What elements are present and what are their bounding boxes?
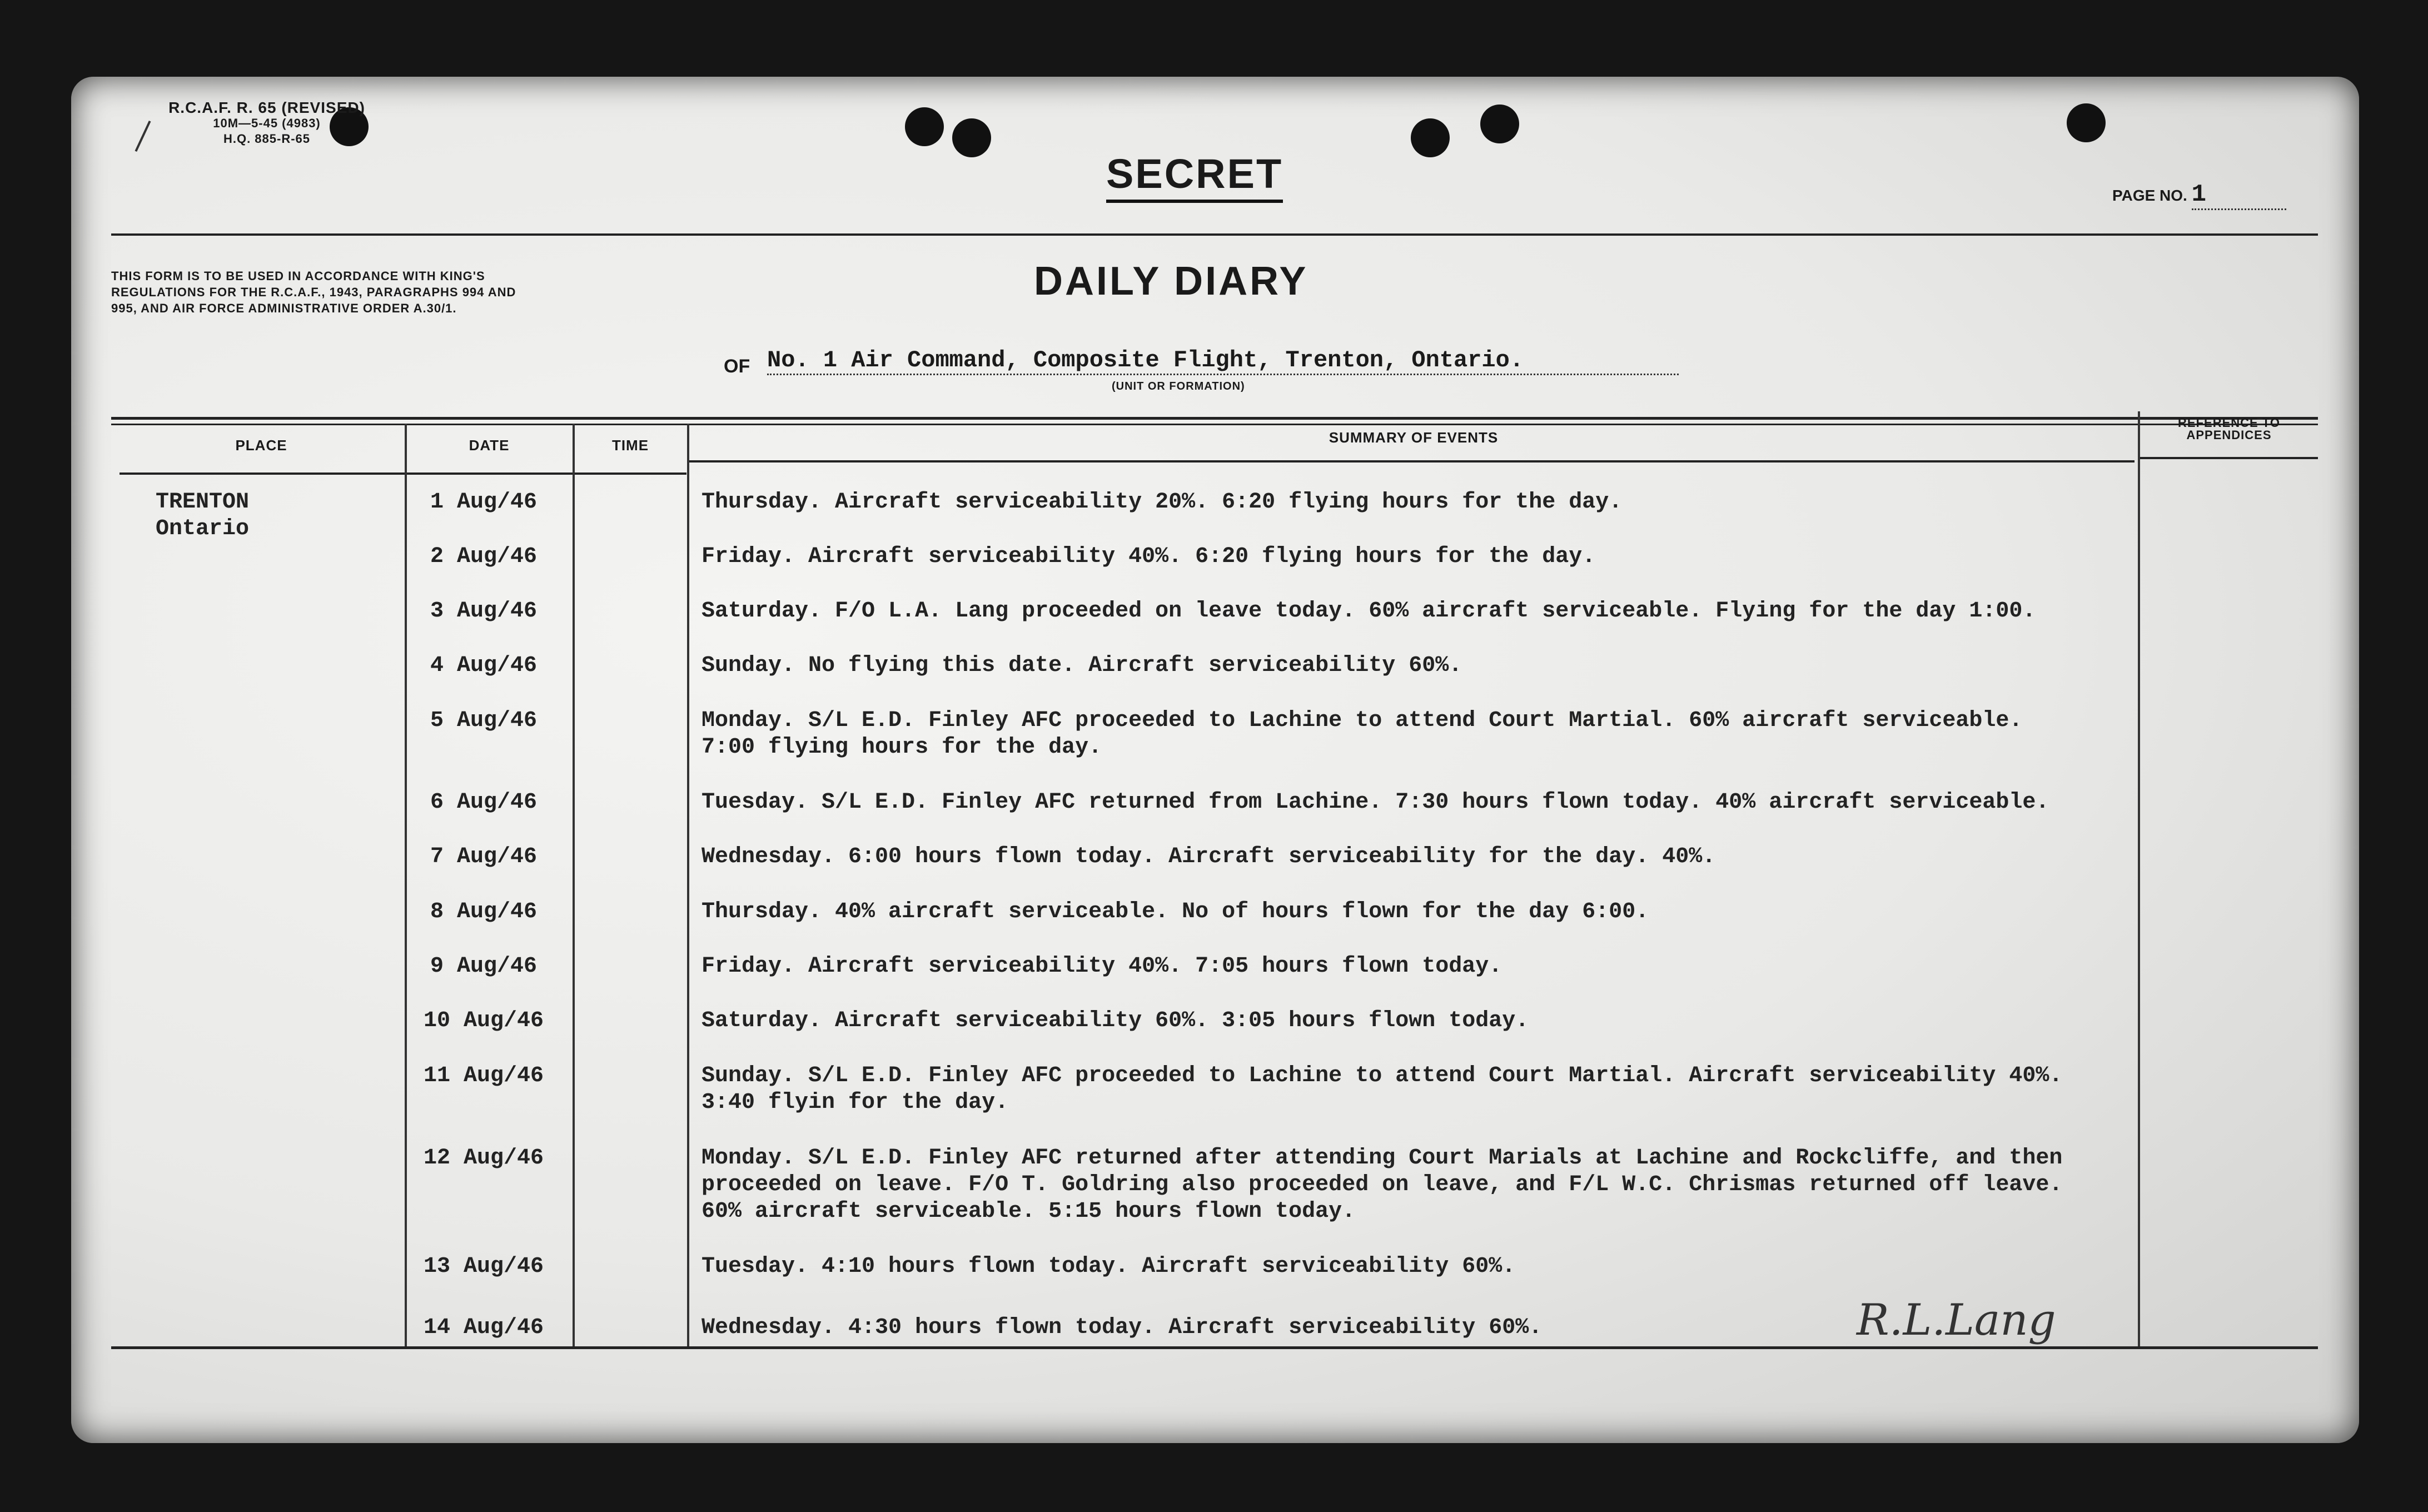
- entry-summary: Sunday. S/L E.D. Finley AFC proceeded to Lachine to attend Court Martial. Aircraft serviceability 40%. 3:40 flyin for the day.: [701, 1063, 2063, 1115]
- column-header-date: DATE: [469, 437, 510, 454]
- entry-summary: Thursday. 40% aircraft serviceable. No of hours flown for the day 6:00.: [701, 899, 1649, 924]
- column-header-time: TIME: [611, 437, 649, 454]
- entry-summary: Monday. S/L E.D. Finley AFC returned after attending Court Marials at Lachine and Rockcliffe, and then proceeded on leave. F/O T. Goldring also proceeded on leave, and F/L W.C. Chrismas returned off leave. 60% aircraft serviceable. 5:15 hours flown today.: [701, 1146, 2063, 1224]
- column-header-summary: SUMMARY OF EVENTS: [1329, 429, 1499, 446]
- entry-summary: Friday. Aircraft serviceability 40%. 6:20 flying hours for the day.: [701, 544, 1596, 569]
- entry-date: 4 Aug/46: [430, 653, 538, 678]
- entry-summary: Saturday. F/O L.A. Lang proceeded on leave today. 60% aircraft serviceable. Flying for the day 1:00.: [701, 599, 2036, 624]
- entry-date: 6 Aug/46: [430, 790, 538, 815]
- header-bottom-rule: [120, 472, 686, 475]
- column-divider: [405, 424, 407, 1346]
- hq-reference: H.Q. 885-R-65: [223, 132, 311, 146]
- entry-summary: Wednesday. 6:00 hours flown today. Aircraft serviceability for the day. 40%.: [701, 844, 1716, 869]
- entry-summary: Tuesday. S/L E.D. Finley AFC returned from Lachine. 7:30 hours flown today. 40% aircraft serviceable.: [701, 790, 2049, 815]
- place-line: TRENTON: [156, 490, 250, 515]
- header-rule: [111, 233, 2318, 236]
- page-number-value: 1: [2192, 181, 2286, 210]
- entry-date: 14 Aug/46: [423, 1315, 544, 1340]
- entry-date: 9 Aug/46: [430, 954, 538, 979]
- punch-hole: [1411, 118, 1450, 157]
- entry-date: 8 Aug/46: [430, 899, 538, 924]
- page-number-label: PAGE NO.: [2112, 187, 2187, 204]
- entry-date: 10 Aug/46: [423, 1008, 544, 1033]
- entry-date: 11 Aug/46: [423, 1063, 544, 1088]
- punch-hole: [952, 118, 991, 157]
- unit-name: No. 1 Air Command, Composite Flight, Trenton, Ontario.: [767, 347, 1679, 375]
- column-divider: [573, 424, 575, 1346]
- entry-summary: Wednesday. 4:30 hours flown today. Aircraft serviceability 60%.: [701, 1315, 1543, 1340]
- entry-date: 7 Aug/46: [430, 844, 538, 869]
- punch-hole: [2067, 103, 2106, 142]
- column-divider: [687, 424, 689, 1346]
- entry-date: 5 Aug/46: [430, 708, 538, 733]
- punch-hole: [1480, 105, 1519, 143]
- unit-of-label: OF: [724, 356, 750, 377]
- signature: R.L.Lang: [1857, 1295, 2056, 1345]
- entry-summary: Tuesday. 4:10 hours flown today. Aircraft serviceability 60%.: [701, 1254, 1516, 1279]
- entry-summary: Monday. S/L E.D. Finley AFC proceeded to Lachine to attend Court Martial. 60% aircraft serviceable. 7:00 flying hours for the day.: [701, 708, 2023, 760]
- form-instructions: THIS FORM IS TO BE USED IN ACCORDANCE WITH KING'S REGULATIONS FOR THE R.C.A.F., 1943, PARAGRAPHS 994 AND 995, AND AIR FORCE ADMINISTRATIVE ORDER A.30/1.: [111, 269, 516, 315]
- entry-date: 13 Aug/46: [423, 1254, 544, 1279]
- header-bottom-rule: [689, 460, 2135, 462]
- print-code: 10M—5-45 (4983): [213, 116, 321, 130]
- page-title: DAILY DIARY: [1034, 259, 1308, 304]
- table-bottom-rule: [111, 1346, 2318, 1349]
- entry-summary: Saturday. Aircraft serviceability 60%. 3:05 hours flown today.: [701, 1008, 1529, 1033]
- form-number: R.C.A.F. R. 65 (REVISED): [168, 99, 365, 116]
- column-header-place: PLACE: [235, 437, 287, 454]
- place-line: Ontario: [156, 516, 250, 541]
- unit-caption: (UNIT OR FORMATION): [1112, 380, 1245, 392]
- entry-date: 1 Aug/46: [430, 490, 538, 515]
- header-bottom-rule: [2140, 457, 2318, 459]
- entry-date: 2 Aug/46: [430, 544, 538, 569]
- punch-hole: [905, 107, 944, 146]
- entry-summary: Friday. Aircraft serviceability 40%. 7:05 hours flown today.: [701, 954, 1502, 979]
- entry-date: 3 Aug/46: [430, 599, 538, 624]
- column-header-reference: REFERENCE TO APPENDICES: [2178, 416, 2280, 442]
- page-number-field: [2112, 181, 2286, 210]
- form-identifier: [111, 100, 422, 147]
- table-top-rule: [111, 424, 2318, 425]
- place-cell: [156, 489, 249, 543]
- table-top-rule: [111, 417, 2318, 420]
- classification-heading: SECRET: [1106, 150, 1283, 203]
- entry-date: 12 Aug/46: [423, 1146, 544, 1171]
- entry-summary: Thursday. Aircraft serviceability 20%. 6:20 flying hours for the day.: [701, 490, 1623, 515]
- entry-summary: Sunday. No flying this date. Aircraft serviceability 60%.: [701, 653, 1462, 678]
